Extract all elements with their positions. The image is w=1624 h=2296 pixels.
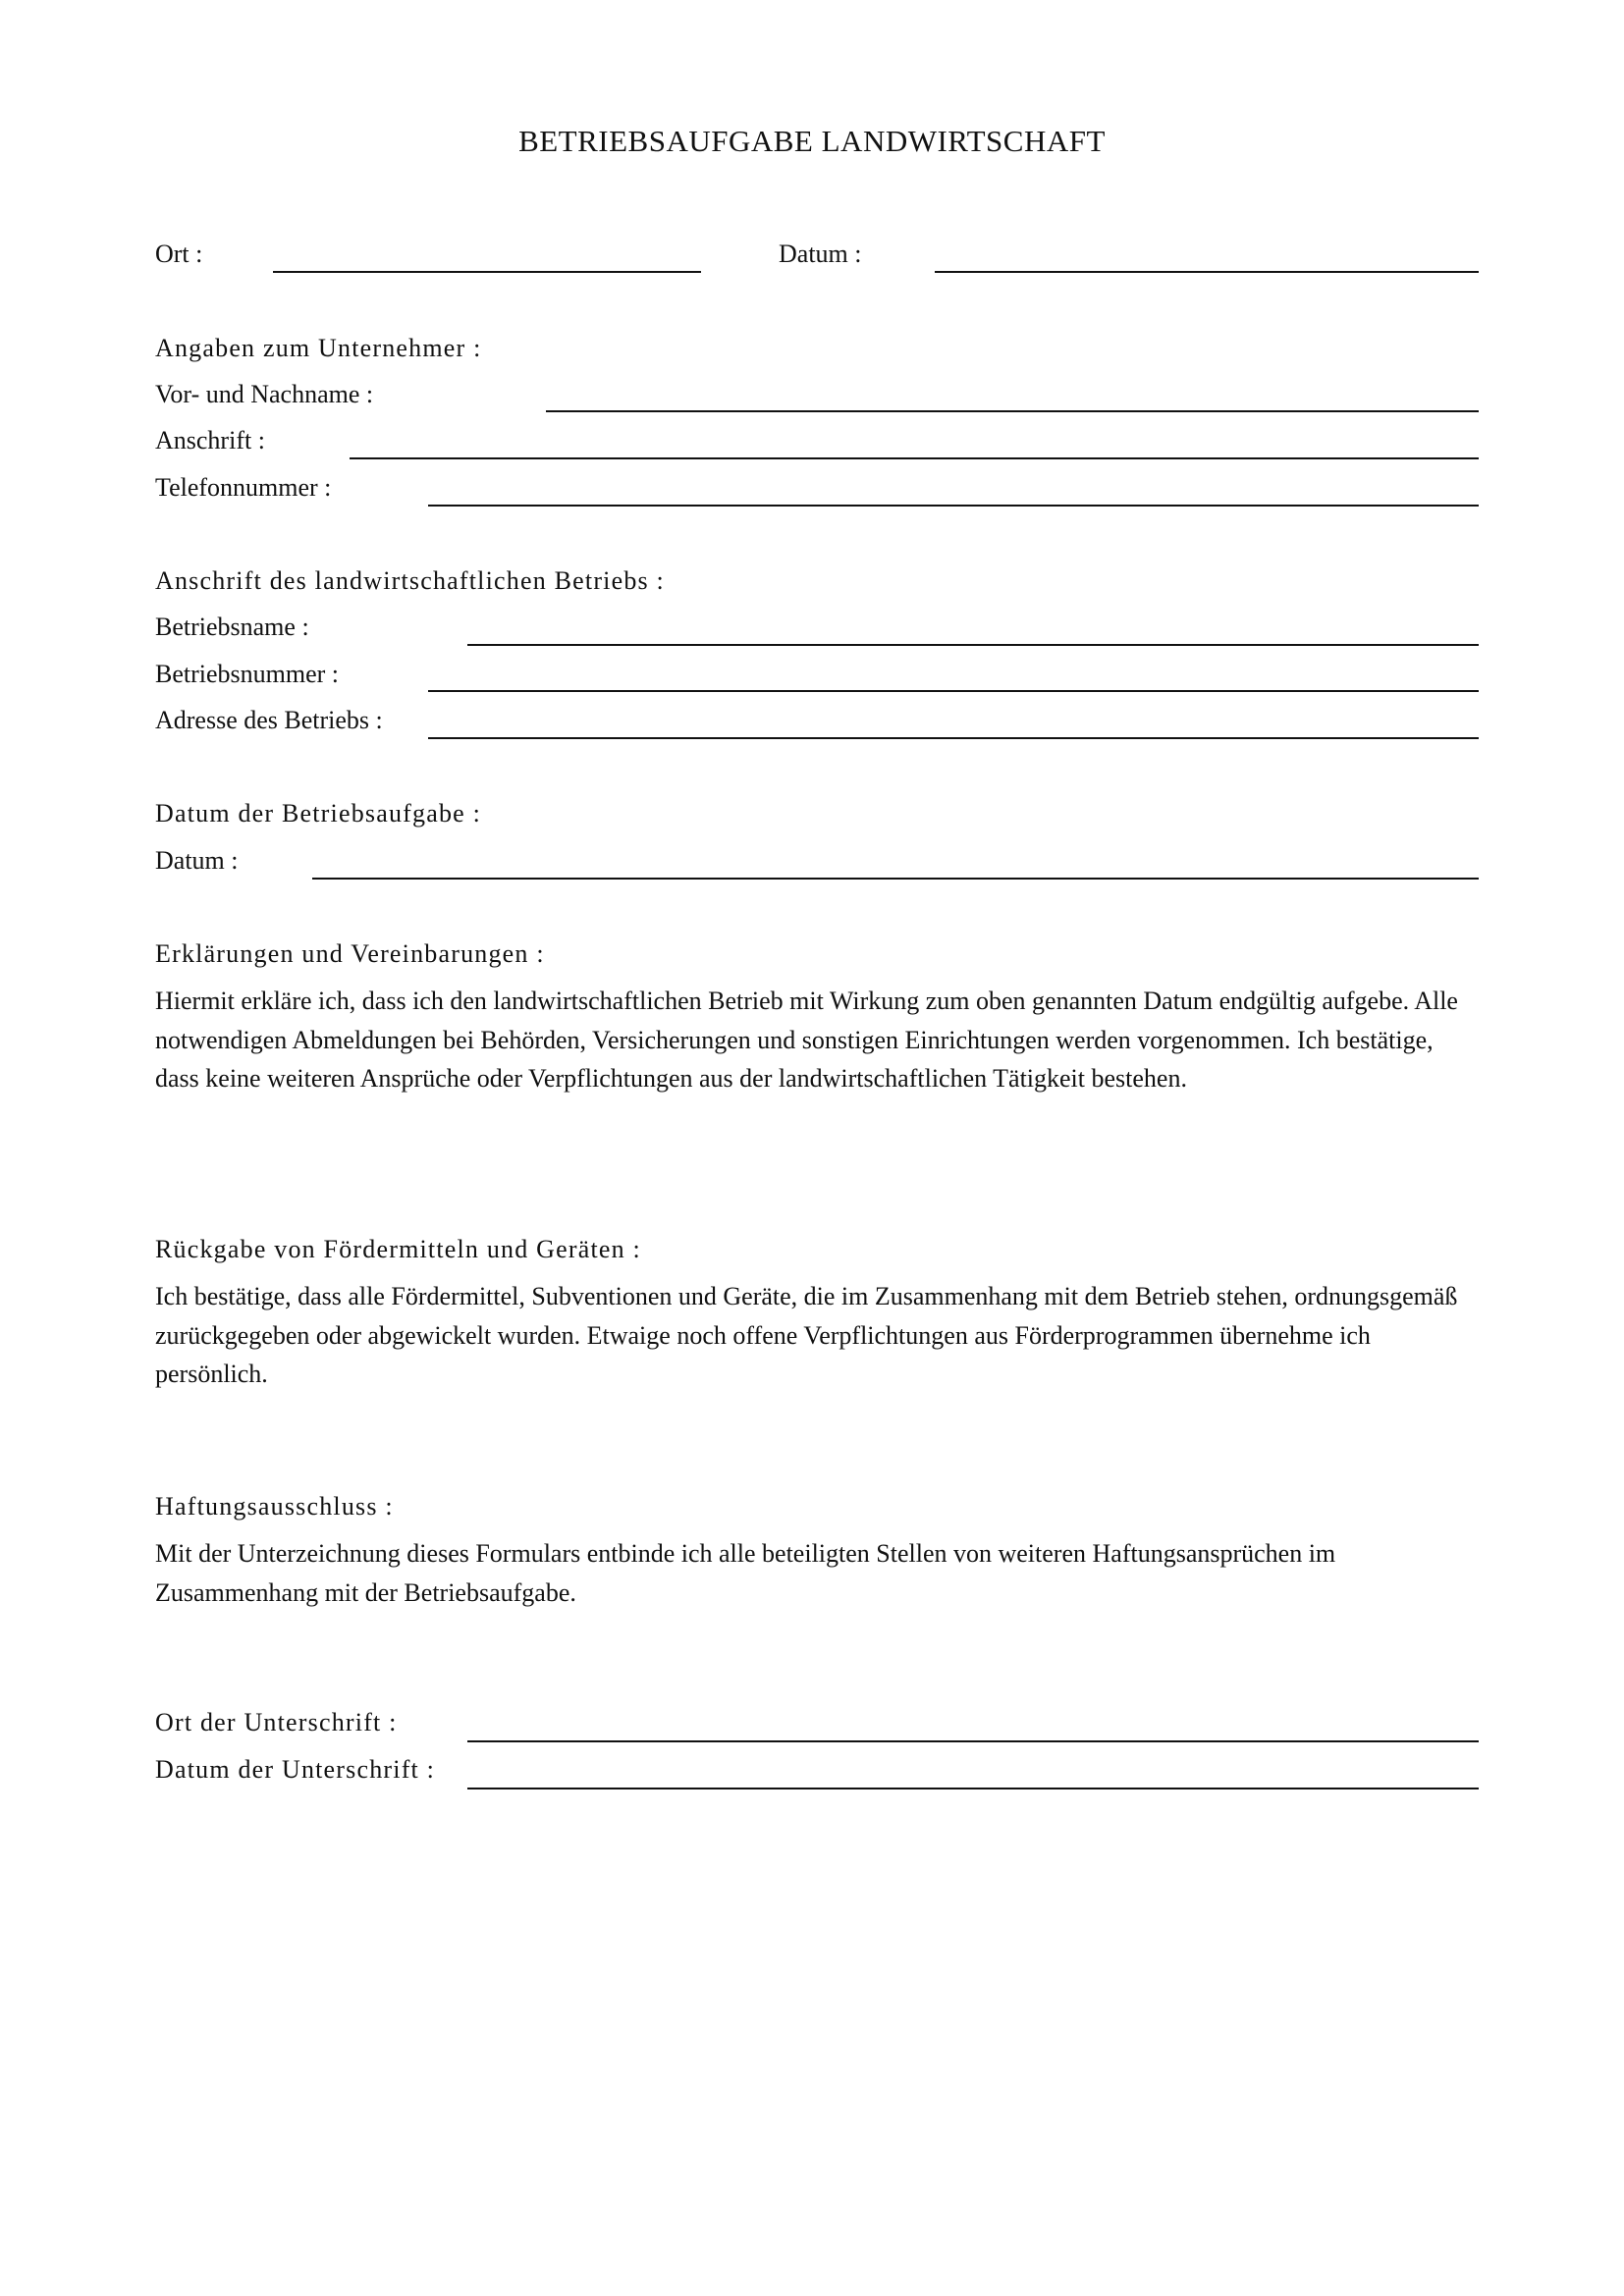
betriebsadresse-field[interactable] [428,737,1479,739]
rueckgabe-heading: Rückgabe von Fördermitteln und Geräten : [155,1235,641,1263]
datum-label: Datum : [779,240,862,268]
erklaerungen-text: Hiermit erkläre ich, dass ich den landwirtschaftlichen Betrieb mit Wirkung zum oben genannten Datum endgültig aufgebe. Alle notwendigen Abmeldungen bei Behörden, Versicherungen und sonstigen Einrichtungen werden vorgenommen. Ich bestätige, dass keine weiteren Ansprüche oder Verpflichtungen aus der landwirtschaftlichen Tätigkeit bestehen. [155,987,1458,1093]
betriebsadresse-label: Adresse des Betriebs : [155,706,383,734]
haftung-text: Mit der Unterzeichnung dieses Formulars entbinde ich alle beteiligten Stellen von weiteren Haftungsansprüchen im Zusammenhang mit der Betriebsaufgabe. [155,1539,1336,1607]
telefon-label: Telefonnummer : [155,473,332,502]
datum-field[interactable] [935,271,1479,273]
unterschrift-datum-field[interactable] [467,1788,1479,1789]
aufgabe-datum-field[interactable] [312,878,1479,880]
anschrift-field[interactable] [350,457,1479,459]
ort-label: Ort : [155,240,203,268]
page-title: BETRIEBSAUFGABE LANDWIRTSCHAFT [518,124,1106,158]
haftung-heading: Haftungsausschluss : [155,1492,394,1521]
betriebsnummer-label: Betriebsnummer : [155,660,340,688]
betriebsnummer-field[interactable] [428,690,1479,692]
aufgabe-datum-label: Datum : [155,846,239,875]
unterschrift-ort-field[interactable] [467,1740,1479,1742]
aufgabe-heading: Datum der Betriebsaufgabe : [155,799,482,828]
telefon-field[interactable] [428,505,1479,507]
name-label: Vor- und Nachname : [155,380,374,408]
erklaerungen-heading: Erklärungen und Vereinbarungen : [155,939,545,968]
ort-field[interactable] [273,271,701,273]
betriebsname-field[interactable] [467,644,1479,646]
rueckgabe-text: Ich bestätige, dass alle Fördermittel, Subventionen und Geräte, die im Zusammenhang mit dem Betrieb stehen, ordnungsgemäß zurückgegeben oder abgewickelt wurden. Etwaige noch offene Verpflichtungen aus Förderprogrammen übernehme ich persönlich. [155,1282,1458,1388]
unterschrift-datum-label: Datum der Unterschrift : [155,1755,436,1784]
name-field[interactable] [546,410,1479,412]
anschrift-label: Anschrift : [155,426,265,454]
betrieb-heading: Anschrift des landwirtschaftlichen Betriebs : [155,566,665,595]
unternehmer-heading: Angaben zum Unternehmer : [155,334,482,362]
unterschrift-ort-label: Ort der Unterschrift : [155,1708,398,1736]
betriebsname-label: Betriebsname : [155,613,309,641]
